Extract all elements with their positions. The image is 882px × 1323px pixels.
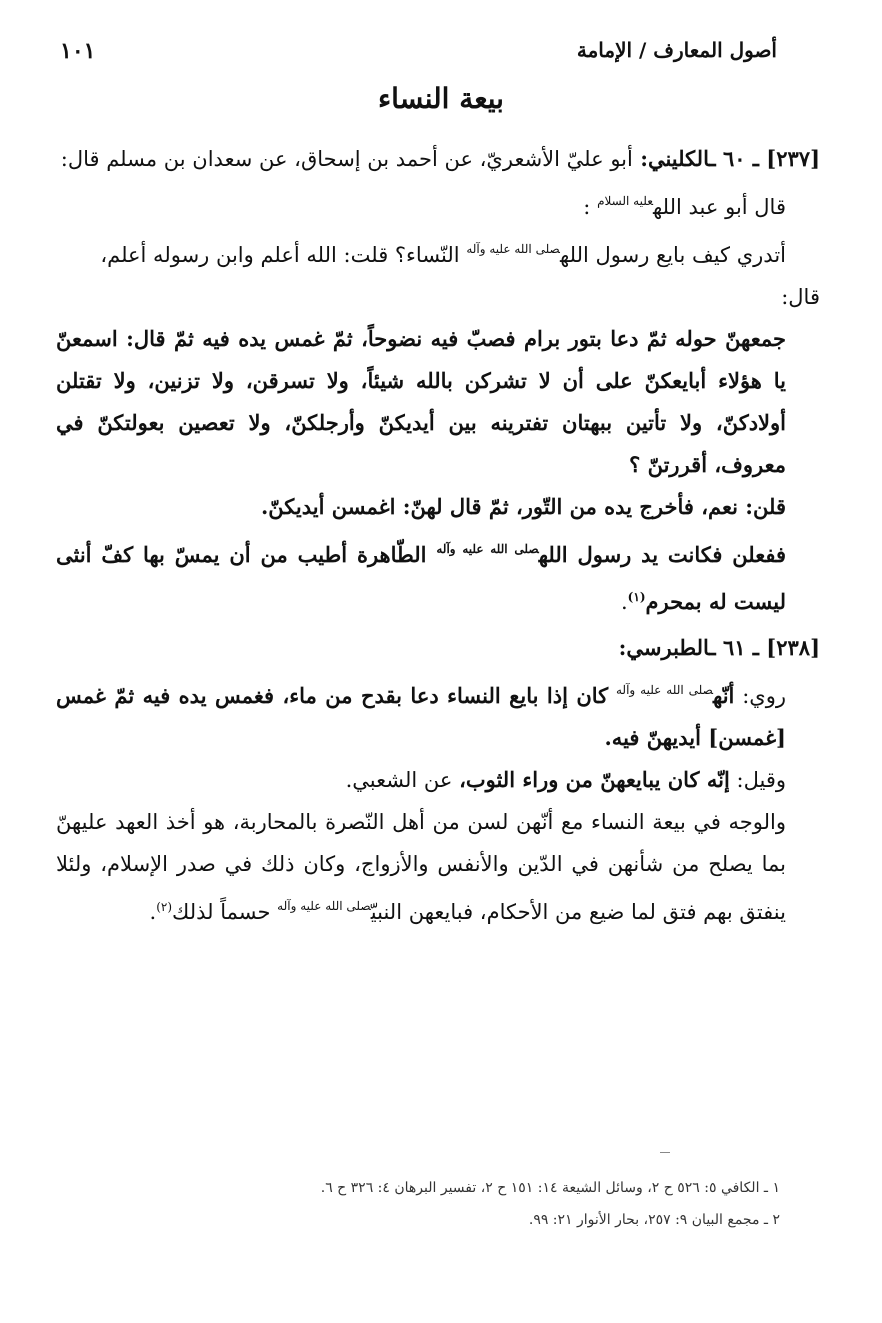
hadith-238-qil	[56, 759, 820, 801]
salawat-mark: صلى الله عليه وآله	[615, 683, 714, 697]
ending-stop: .	[620, 590, 628, 614]
page-number: ١٠١	[60, 38, 96, 64]
hadith-237-ending	[56, 528, 820, 623]
hadith-238-text	[56, 669, 820, 759]
ending-text-2: الطّاهرة أطيب من أن يمسّ بها كفّ أنثى ليست له بمحرم	[56, 542, 786, 614]
qil-source: عن الشعبي.	[345, 768, 453, 792]
footnote-1: ١ ـ الكافي ٥: ٥٢٦ ح ٢، وسائل الشيعة ١٤: ١٥١ ح ٢، تفسير البرهان ٤: ٣٢٦ ح ٦.	[320, 1180, 780, 1196]
hadith-238-heading	[56, 627, 820, 669]
commentary-stop: .	[149, 900, 157, 924]
salawat-mark: صلى الله عليه وآله	[466, 242, 560, 256]
salawat-mark: عليه السلام	[597, 194, 653, 208]
book-title: أصول المعارف / الإمامة	[576, 38, 777, 62]
footnote-separator	[660, 1152, 670, 1153]
question-text-1: أتدري كيف بايع رسول الله	[559, 243, 786, 267]
rowi-text-2: كان إذا بايع النساء دعا بقدح من ماء، فغمس يده فيه ثمّ غمس [غمسن] أيديهنّ فيه.	[56, 683, 786, 750]
hadith-237-heading	[56, 138, 820, 180]
salawat-mark: صلى الله عليه وآله	[277, 899, 371, 913]
hadith-237-main-text: جمعهنّ حوله ثمّ دعا بتور برام فصبّ فيه نضوحاً، ثمّ غمس يده فيه ثمّ قال: اسمعنّ يا هؤلاء أبايعكنّ على أن لا تشركن بالله شيئاً، ولا تسرقن، ولا تزنين، ولا تقتلن أولادكنّ، ولا تأتين ببهتان تفترينه بين أيديكنّ وأرجلكنّ، ولا تعصين بعولتكنّ في معروف، أقررتنّ ؟	[56, 326, 786, 477]
footnote-ref-1[interactable]: (١)	[627, 590, 646, 604]
footnote-ref-2[interactable]: (٢)	[156, 900, 173, 914]
qil-label: وقيل:	[736, 768, 786, 792]
qil-text: إنّه كان يبايعهنّ من وراء الثوب،	[459, 767, 730, 792]
rowi-label: روي:	[742, 684, 786, 708]
page-body	[56, 138, 820, 933]
hadith-237-narrator: الكليني:	[640, 146, 710, 171]
hadith-237-number: [٢٣٧] ـ ٦٠ ـ	[709, 146, 820, 171]
salawat-mark: صلى الله عليه وآله	[436, 542, 539, 556]
hadith-237-imam-line	[56, 180, 820, 228]
rowi-text-1: أنّه	[713, 683, 735, 708]
hadith-238-narrator: الطبرسي:	[618, 635, 710, 660]
hadith-237-reply: قلن: نعم، فأخرج يده من التّور، ثمّ قال لهنّ: اغمسن أيديكنّ.	[260, 494, 786, 519]
commentary-text-2: حسماً لذلك	[172, 900, 271, 924]
commentary-paragraph	[56, 801, 820, 933]
footnotes	[220, 1172, 780, 1236]
imam-line-text: قال أبو عبد الله	[652, 195, 786, 219]
hadith-237-qal: قال:	[781, 285, 820, 309]
running-header	[60, 38, 777, 68]
imam-line-colon: :	[583, 195, 591, 219]
ending-text-1: ففعلن فكانت يد رسول الله	[538, 542, 787, 567]
commentary-text-1: والوجه في بيعة النساء مع أنّهن لسن من أهل النّصرة بالمحاربة، هو أخذ العهد عليهنّ بما يصلح من شأنهن في الدّين والأنفس والأزواج، وكان ذلك في صدر الإسلام، ولئلا ينفتق بهم فتق لما ضيع من الأحكام، فبايعهن النبيّ	[56, 810, 786, 924]
hadith-237-chain: أبو عليّ الأشعريّ، عن أحمد بن إسحاق، عن سعدان بن مسلم قال:	[60, 147, 633, 171]
footnote-2: ٢ ـ مجمع البيان ٩: ٢٥٧، بحار الأنوار ٢١: ٩٩.	[528, 1212, 780, 1228]
hadith-238-number: [٢٣٨] ـ ٦١ ـ	[709, 635, 820, 660]
question-text-2: النّساء؟ قلت: الله أعلم وابن رسوله أعلم،	[100, 243, 460, 267]
hadith-237-question	[56, 228, 820, 276]
section-title: بيعة النساء	[378, 82, 504, 115]
